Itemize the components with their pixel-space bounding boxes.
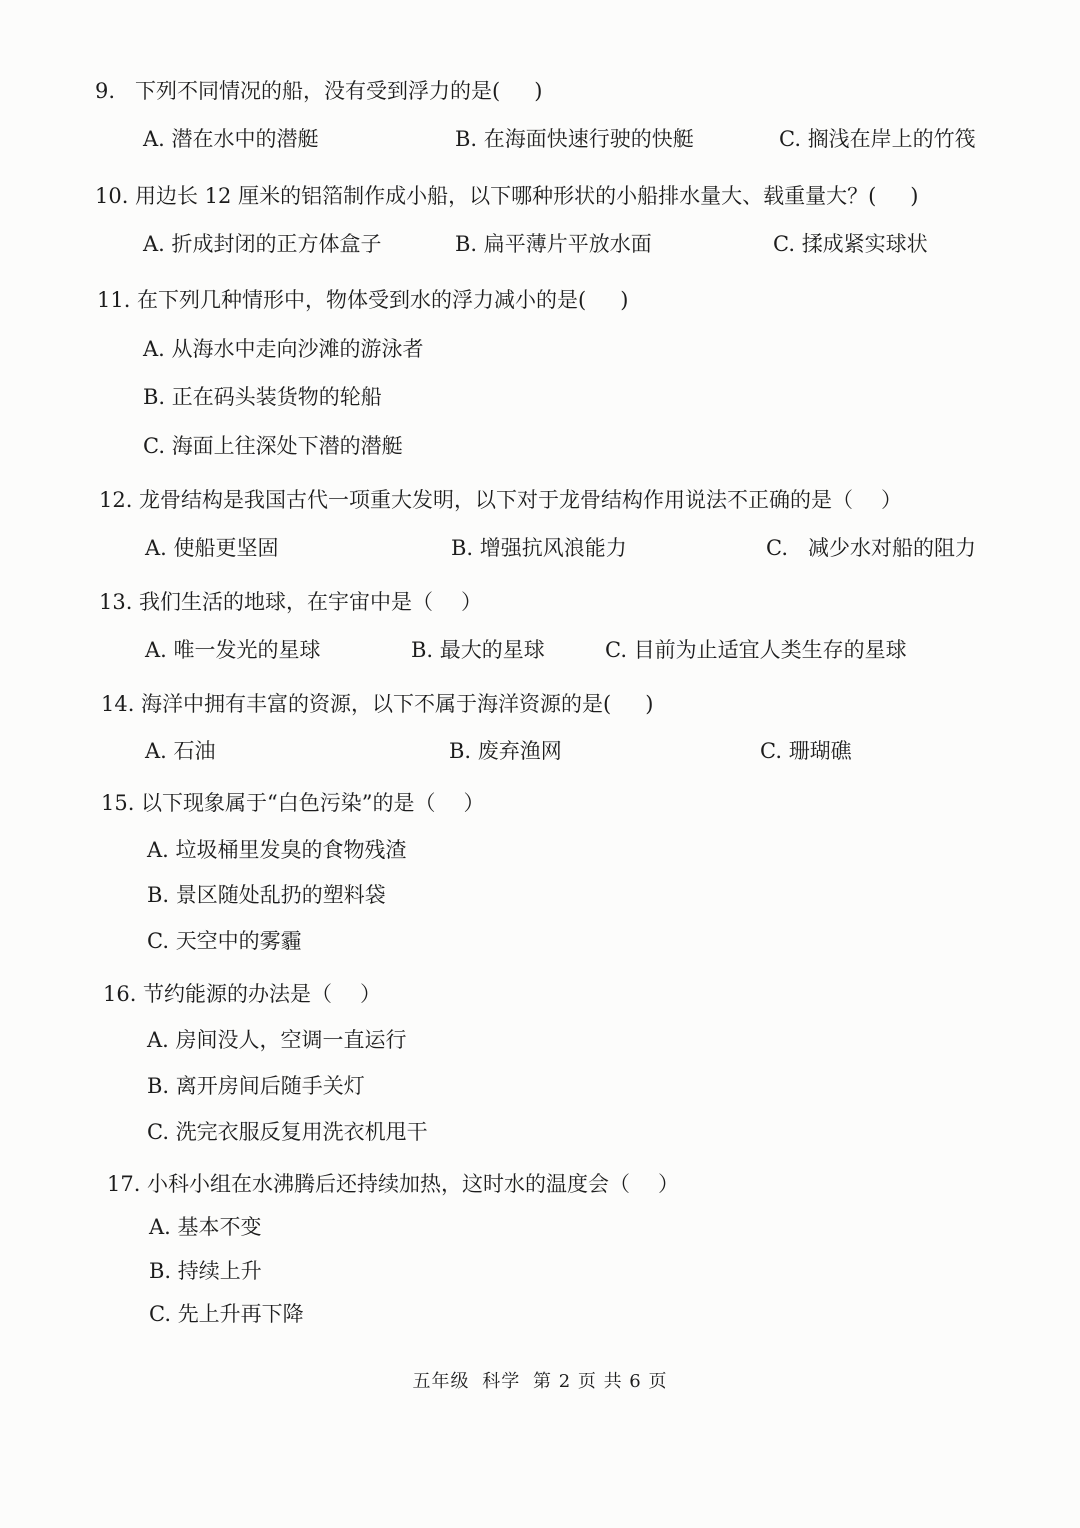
option-a: A. 从海水中走向沙滩的游泳者 [143,337,424,361]
question-number: 17. [107,1172,141,1196]
question-10 [95,181,918,211]
option-a: A. 房间没人，空调一直运行 [147,1028,407,1052]
question-number: 13. [99,590,133,614]
footer-subject: 科学 [482,1371,521,1392]
answer-paren-close: ) [620,288,629,312]
option-a: A. 唯一发光的星球 [145,638,321,662]
question-number: 15. [101,791,135,815]
question-13 [99,587,482,617]
question-text: 在下列几种情形中，物体受到水的浮力减小的是( [137,288,587,312]
answer-paren-close: ） [360,982,381,1006]
option-c: C. 先上升再下降 [149,1302,304,1326]
question-text: 下列不同情况的船，没有受到浮力的是( [135,79,501,103]
question-14 [101,689,653,719]
option-c: C. 揉成紧实球状 [773,232,928,256]
option-b: B. 最大的星球 [411,638,545,662]
option-b: B. 景区随处乱扔的塑料袋 [147,883,386,907]
option-b: B. 废弃渔网 [449,739,562,763]
option-c: C. 减少水对船的阻力 [766,536,977,560]
answer-paren-close: ) [534,79,543,103]
question-text: 用边长 12 厘米的铝箔制作成小船，以下哪种形状的小船排水量大、载重量大？( [135,184,877,208]
answer-paren-close: ） [463,791,485,815]
option-a: A. 折成封闭的正方体盒子 [143,232,382,256]
option-b: B. 扁平薄片平放水面 [455,232,652,256]
option-a: A. 垃圾桶里发臭的食物残渣 [147,838,407,862]
option-a: A. 潜在水中的潜艇 [143,127,319,151]
option-c: C. 海面上往深处下潜的潜艇 [143,434,403,458]
question-text: 我们生活的地球，在宇宙中是（ [139,590,433,614]
question-17 [107,1169,679,1199]
page-footer [0,1368,1080,1396]
question-number: 11. [97,288,131,312]
question-text: 海洋中拥有丰富的资源，以下不属于海洋资源的是( [141,692,612,716]
question-number: 9. [95,79,116,103]
option-b: B. 离开房间后随手关灯 [147,1074,365,1098]
option-c: C. 珊瑚礁 [760,739,852,763]
question-text: 小科小组在水沸腾后还持续加热，这时水的温度会（ [147,1172,630,1196]
question-12 [99,485,902,515]
option-b: B. 持续上升 [149,1259,262,1283]
question-number: 10. [95,184,129,208]
footer-page-number: 第 2 页 共 6 页 [532,1371,668,1392]
question-text: 以下现象属于“白色污染”的是（ [141,791,436,815]
question-number: 14. [101,692,135,716]
option-c: C. 天空中的雾霾 [147,929,302,953]
option-c: C. 洗完衣服反复用洗衣机甩干 [147,1120,428,1144]
footer-grade: 五年级 [412,1371,470,1392]
option-b: B. 在海面快速行驶的快艇 [455,127,694,151]
question-11 [97,285,628,315]
answer-paren-close: ） [461,590,482,614]
option-b: B. 增强抗风浪能力 [451,536,627,560]
option-c: C. 目前为止适宜人类生存的星球 [605,638,907,662]
option-c: C. 搁浅在岸上的竹筏 [779,127,976,151]
answer-paren-close: ） [881,488,902,512]
option-a: A. 基本不变 [149,1215,262,1239]
question-9 [95,76,542,106]
answer-paren-close: ) [645,692,654,716]
answer-paren-close: ) [910,184,919,208]
option-a: A. 使船更坚固 [145,536,279,560]
question-number: 16. [103,982,137,1006]
question-text: 节约能源的办法是（ [143,982,332,1006]
question-number: 12. [99,488,133,512]
question-16 [103,979,381,1009]
question-15 [101,788,484,818]
option-a: A. 石油 [145,739,216,763]
answer-paren-close: ） [658,1172,679,1196]
option-b: B. 正在码头装货物的轮船 [143,385,382,409]
question-text: 龙骨结构是我国古代一项重大发明，以下对于龙骨结构作用说法不正确的是（ [139,488,853,512]
